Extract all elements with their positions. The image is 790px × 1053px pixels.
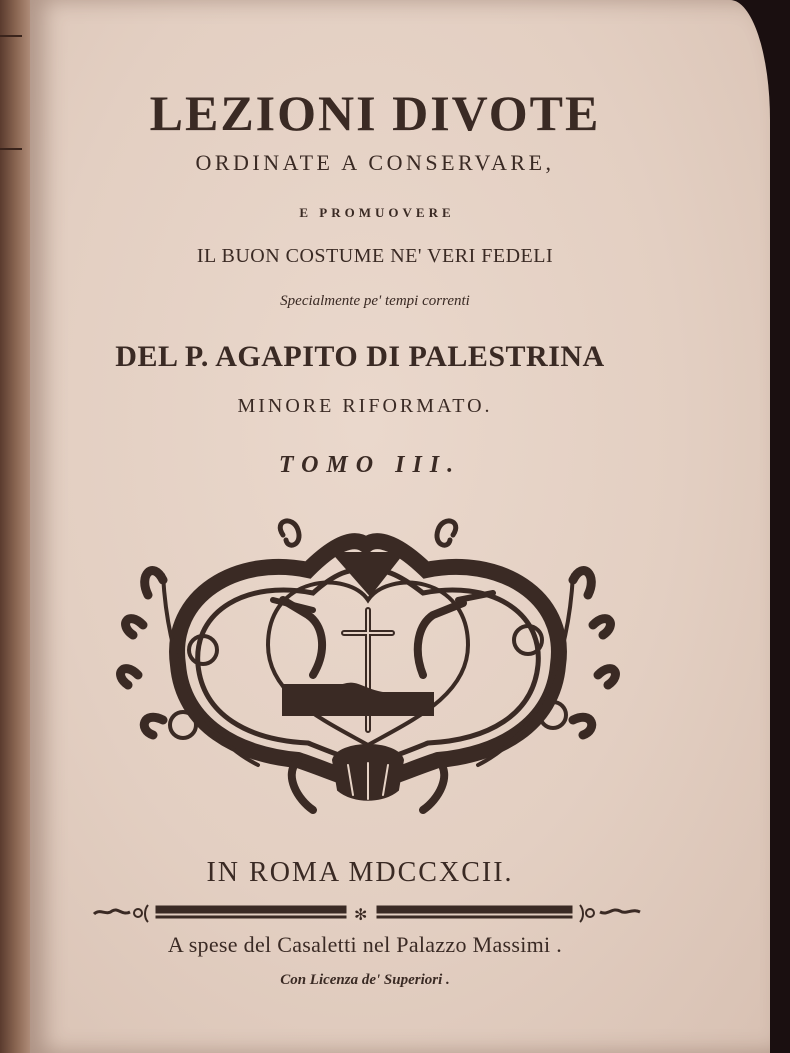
subtitle-line-3: IL BUON COSTUME NE' VERI FEDELI	[196, 245, 554, 267]
subtitle-line-1: ORDINATE A CONSERVARE,	[195, 150, 555, 175]
spine-stitch	[0, 35, 22, 37]
imprint-place-date: IN ROMA MDCCXCII.	[206, 857, 514, 888]
author-order: MINORE RIFORMATO.	[237, 395, 493, 417]
woodcut-vignette-icon	[108, 515, 628, 815]
svg-text:✻: ✻	[354, 905, 368, 924]
volume-number: TOMO III.	[278, 452, 462, 478]
subtitle-line-2: E PROMUOVERE	[299, 205, 455, 220]
author-name: DEL P. AGAPITO DI PALESTRINA	[115, 340, 605, 373]
imprint-publisher: A spese del Casaletti nel Palazzo Massimi .	[167, 932, 563, 957]
ornamental-rule	[92, 902, 642, 924]
book-title: LEZIONI DIVOTE	[149, 85, 601, 141]
imprint-license: Con Licenza de' Superiori .	[280, 972, 450, 988]
subtitle-line-4: Specialmente pe' tempi correnti	[280, 293, 470, 309]
